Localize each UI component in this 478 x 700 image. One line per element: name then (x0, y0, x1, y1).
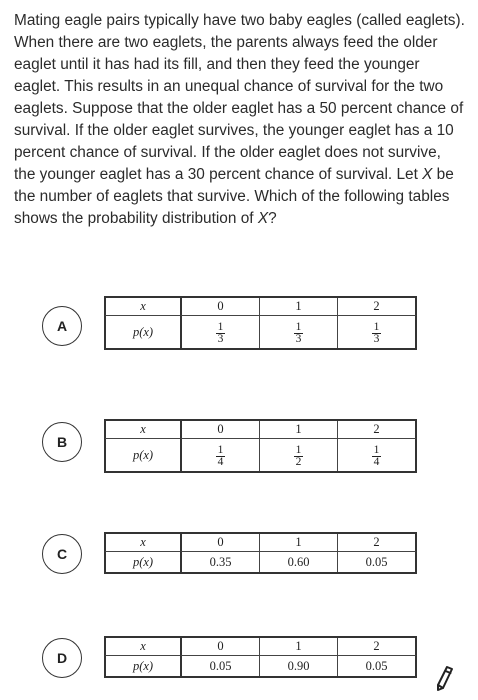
table-header-px: p(x) (104, 656, 180, 676)
probability-value: 0.05 (337, 552, 417, 572)
question-part-3: ? (268, 210, 277, 227)
probability-value: 0.05 (180, 656, 259, 676)
table-header-px: p(x) (104, 552, 180, 572)
random-variable: X (422, 166, 433, 183)
pencil-icon[interactable] (432, 664, 456, 692)
x-value: 0 (180, 534, 259, 552)
x-value: 1 (259, 298, 337, 316)
table-header-x: x (104, 534, 180, 552)
option-c-table (104, 532, 417, 574)
probability-value: 0.05 (337, 656, 417, 676)
random-variable: X (257, 210, 269, 227)
x-value: 1 (259, 638, 337, 656)
x-value: 0 (180, 298, 259, 316)
option-d-radio[interactable]: D (42, 638, 82, 678)
table-header-px: p(x) (104, 316, 180, 348)
table-header-x: x (104, 298, 180, 316)
probability-value: 0.60 (259, 552, 337, 572)
option-b-radio[interactable]: B (42, 422, 82, 462)
table-header-x: x (104, 421, 180, 439)
table-header-x: x (104, 638, 180, 656)
x-value: 1 (259, 421, 337, 439)
question-part-1: Mating eagle pairs typically have two baby eagles (called eaglets). When there are two eaglets, the parents always feed the older eaglet until it has had its fill, and then they feed the younger eaglet. This results in an unequal chance of survival for the two eaglets. Suppose that the older eaglet has a 50 percent chance of survival. If the older eaglet survives, the younger eaglet has a 10 percent chance of survival. If the older eaglet does not survive, the younger eaglet has a 30 percent chance of survival. Let (14, 12, 465, 183)
option-a-radio[interactable]: A (42, 306, 82, 346)
probability-value: $\frac{1}{3}$ (180, 316, 259, 348)
probability-value: 0.90 (259, 656, 337, 676)
option-b-table (104, 419, 417, 473)
probability-value: 0.35 (180, 552, 259, 572)
question-text (14, 10, 466, 230)
x-value: 2 (337, 638, 417, 656)
probability-value: $\frac{1}{4}$ (337, 439, 417, 471)
probability-value: $\frac{1}{4}$ (180, 439, 259, 471)
table-header-px: p(x) (104, 439, 180, 471)
x-value: 2 (337, 421, 417, 439)
x-value: 0 (180, 421, 259, 439)
probability-value: $\frac{1}{2}$ (259, 439, 337, 471)
option-a-table (104, 296, 417, 350)
probability-value: $\frac{1}{3}$ (259, 316, 337, 348)
x-value: 2 (337, 298, 417, 316)
probability-value: $\frac{1}{3}$ (337, 316, 417, 348)
x-value: 1 (259, 534, 337, 552)
x-value: 2 (337, 534, 417, 552)
question-part-2: be the number of eaglets that survive. Which of the following tables shows the probability distribution of (14, 166, 454, 227)
option-c-radio[interactable]: C (42, 534, 82, 574)
option-d-table (104, 636, 417, 678)
x-value: 0 (180, 638, 259, 656)
